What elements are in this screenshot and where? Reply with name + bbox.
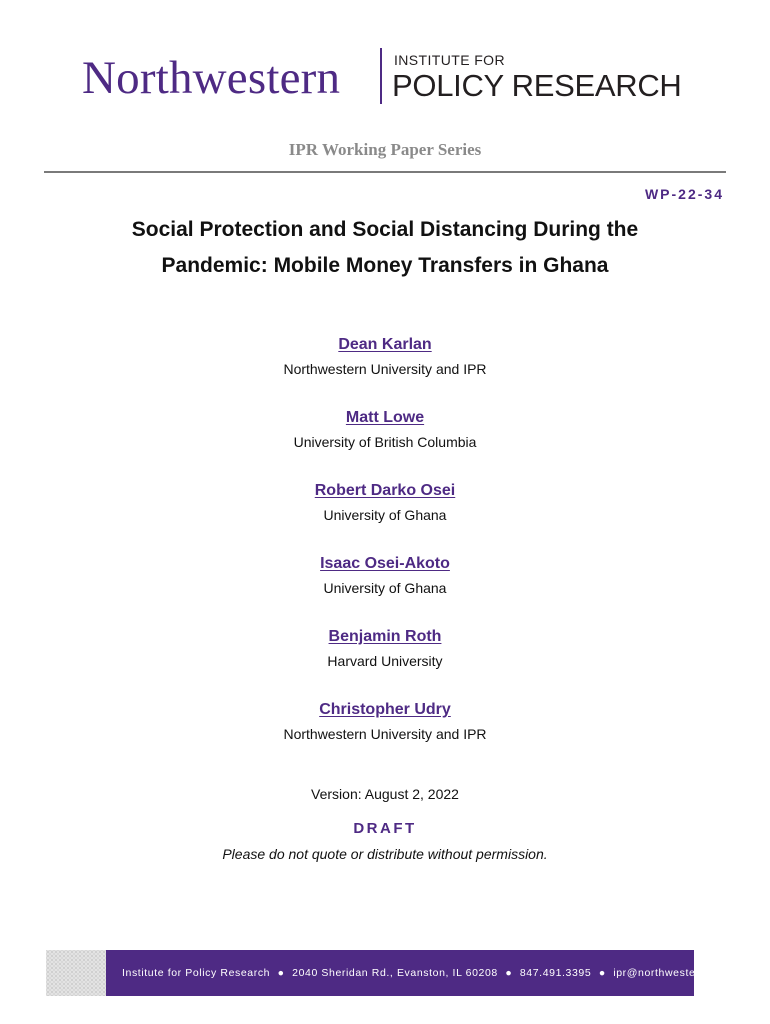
footer-contact-line [122,965,729,981]
author-link[interactable]: Matt Lowe [345,409,425,426]
policy-research-label: POLICY RESEARCH [392,68,682,103]
author-entry [0,554,770,627]
author-entry [0,627,770,700]
author-affiliation: University of British Columbia [293,434,477,450]
logo-divider [380,48,382,104]
author-affiliation: University of Ghana [323,580,447,596]
author-link[interactable]: Isaac Osei-Akoto [320,555,450,572]
author-affiliation: Northwestern University and IPR [283,361,487,377]
draft-label: DRAFT [353,820,417,837]
footer-email-link[interactable]: ipr@northwestern.edu [613,967,729,979]
series-divider [44,171,726,173]
ipr-logo [82,46,692,108]
series-title: IPR Working Paper Series [288,140,482,159]
author-link[interactable]: Christopher Udry [319,701,451,718]
footer-separator-icon: ● [277,967,285,979]
author-affiliation: University of Ghana [323,507,447,523]
author-link[interactable]: Dean Karlan [338,336,432,353]
author-affiliation: Harvard University [327,653,443,669]
author-link[interactable]: Robert Darko Osei [314,482,456,499]
footer-separator-icon: ● [505,967,513,979]
distribution-notice: Please do not quote or distribute without permission. [222,846,548,862]
footer-institute: Institute for Policy Research [122,967,271,979]
author-list [0,335,770,773]
footer-address: 2040 Sheridan Rd., Evanston, IL 60208 [292,967,498,979]
footer-phone: 847.491.3395 [519,967,592,979]
author-entry [0,335,770,408]
paper-title [0,212,770,284]
northwestern-wordmark: Northwestern [82,52,341,104]
paper-title-line-1: Social Protection and Social Distancing During the [131,218,639,241]
author-affiliation: Northwestern University and IPR [283,726,487,742]
version-date: Version: August 2, 2022 [311,786,459,802]
working-paper-number: WP-22-34 [644,186,724,202]
author-entry [0,481,770,554]
author-entry [0,700,770,773]
author-entry [0,408,770,481]
author-link[interactable]: Benjamin Roth [328,628,442,645]
institute-for-label: INSTITUTE FOR [394,52,505,68]
footer-separator-icon: ● [598,967,606,979]
footer-banner [46,950,729,996]
paper-title-line-2: Pandemic: Mobile Money Transfers in Ghana [161,254,609,277]
footer-texture-block [46,950,106,996]
